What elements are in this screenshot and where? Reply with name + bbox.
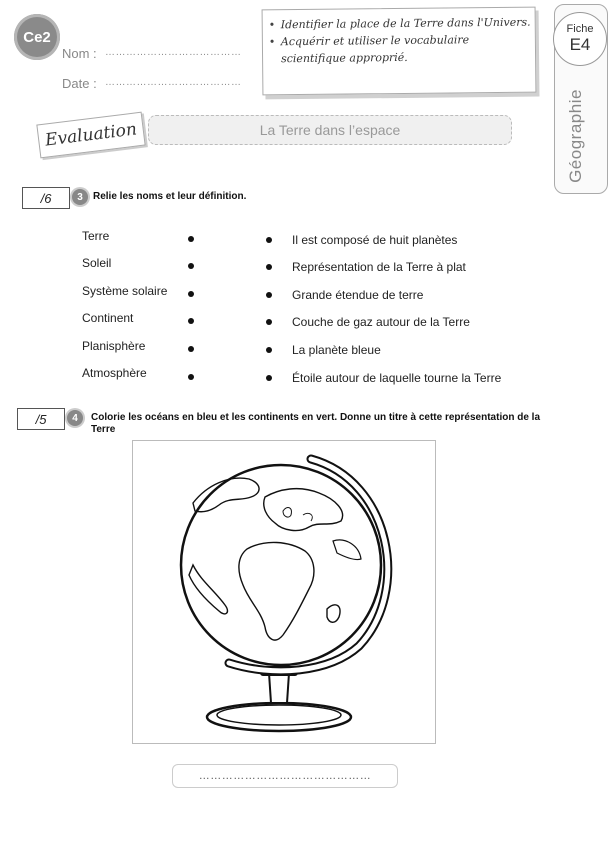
definition-item: Il est composé de huit planètes	[292, 233, 458, 247]
definition-connect-dot[interactable]	[266, 292, 272, 298]
term-item: Système solaire	[82, 284, 168, 298]
name-field[interactable]: …………………………………	[105, 47, 242, 58]
page-title	[148, 115, 512, 145]
score-box-ex4[interactable]	[17, 408, 65, 430]
fiche-label: Fiche	[566, 23, 594, 35]
term-connect-dot[interactable]	[188, 291, 194, 297]
term-item: Terre	[82, 229, 110, 243]
definition-connect-dot[interactable]	[266, 237, 272, 243]
exercise-number-badge	[67, 410, 83, 426]
term-connect-dot[interactable]	[188, 318, 194, 324]
subject-label: Géographie	[566, 89, 585, 183]
fiche-code: E4	[569, 35, 591, 54]
definition-item: Couche de gaz autour de la Terre	[292, 315, 470, 329]
exercise3-instruction: Relie les noms et leur définition.	[93, 191, 247, 202]
definition-connect-dot[interactable]	[266, 347, 272, 353]
definition-connect-dot[interactable]	[266, 319, 272, 325]
fiche-badge	[553, 12, 607, 66]
term-connect-dot[interactable]	[188, 374, 194, 380]
level-badge	[14, 14, 60, 60]
exercise-number: 4	[72, 412, 78, 424]
date-label: Date :	[62, 76, 97, 91]
term-connect-dot[interactable]	[188, 346, 194, 352]
term-item: Soleil	[82, 256, 112, 270]
globe-title-answer-field[interactable]	[172, 764, 398, 788]
definition-connect-dot[interactable]	[266, 264, 272, 270]
term-item: Continent	[82, 311, 134, 325]
exercise-number-badge	[72, 189, 88, 205]
objectives-card	[262, 7, 537, 96]
objectives-list	[263, 14, 536, 68]
evaluation-stamp-text: Evaluation	[44, 119, 138, 151]
answer-dots: ………………………………………	[198, 770, 372, 782]
score-box-ex3[interactable]	[22, 187, 70, 209]
objective-item: • Acquérir et utiliser le vocabulaire scientifique approprié.	[281, 31, 535, 68]
globe-image-frame	[132, 440, 436, 744]
date-field[interactable]: …………………………………	[105, 77, 242, 88]
definition-item: Étoile autour de laquelle tourne la Terre	[292, 371, 502, 385]
page-title-text: La Terre dans l’espace	[259, 122, 401, 138]
definition-item: Représentation de la Terre à plat	[292, 260, 466, 274]
evaluation-stamp	[36, 112, 145, 159]
definition-item: La planète bleue	[292, 343, 381, 357]
exercise4-instruction: Colorie les océans en bleu et les continents en vert. Donne un titre à cette représentation de la Terre	[91, 412, 541, 435]
score-text: /6	[40, 190, 52, 206]
exercise-number: 3	[77, 191, 83, 203]
definition-item: Grande étendue de terre	[292, 288, 424, 302]
objective-item: • Identifier la place de la Terre dans l'Univers.	[281, 14, 535, 34]
score-text: /5	[35, 411, 47, 427]
definition-connect-dot[interactable]	[266, 375, 272, 381]
term-item: Atmosphère	[82, 366, 147, 380]
term-connect-dot[interactable]	[188, 236, 194, 242]
name-label: Nom :	[62, 46, 97, 61]
globe-illustration[interactable]	[133, 441, 435, 743]
level-badge-text: Ce2	[23, 28, 51, 46]
term-connect-dot[interactable]	[188, 263, 194, 269]
term-item: Planisphère	[82, 339, 146, 353]
